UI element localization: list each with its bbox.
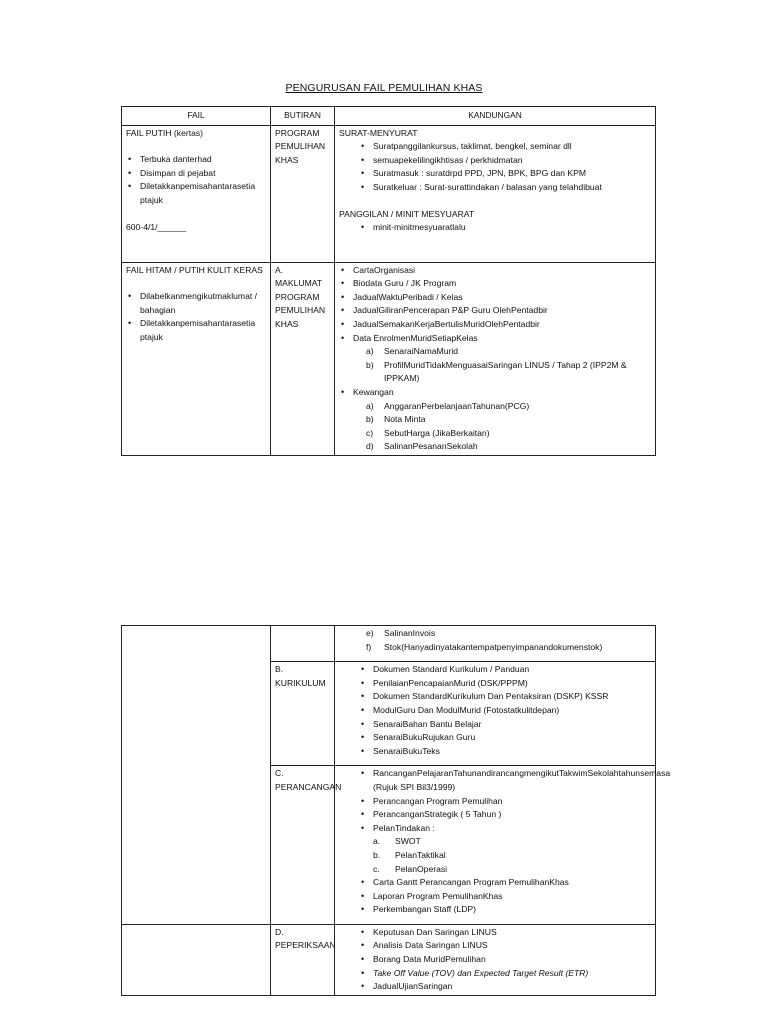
sub-item: f) Stok(Hanyadinyatakantempatpenyimpanandokumenstok) bbox=[366, 641, 603, 652]
fail-cell bbox=[122, 125, 271, 262]
fail-cell bbox=[122, 924, 271, 995]
list-item: • PerancanganStrategik ( 5 Tahun ) bbox=[373, 808, 651, 822]
sub-list bbox=[339, 400, 651, 454]
list-item: • Terbuka danterhad bbox=[140, 153, 266, 167]
sub-item: c. PelanOperasi bbox=[373, 863, 448, 874]
sub-item: a. SWOT bbox=[373, 836, 421, 847]
list-item: • Dokumen StandardKurikulum Dan Pentaksiran (DSKP) KSSR bbox=[373, 690, 651, 704]
kandungan-list bbox=[339, 386, 651, 400]
list-item: • PelanTindakan : bbox=[373, 822, 651, 836]
kandungan-cell bbox=[335, 924, 656, 995]
kandungan-list bbox=[339, 876, 651, 917]
list-item: • Data EnrolmenMuridSetiapKelas bbox=[353, 332, 651, 346]
sub-list bbox=[339, 345, 651, 386]
butiran-cell: D. PEPERIKSAAN bbox=[271, 924, 335, 995]
list-item: • Diletakkanpemisahantarasetia ptajuk bbox=[140, 180, 266, 207]
list-item: • SenaraiBukuTeks bbox=[373, 745, 651, 759]
list-item: • Dilabelkanmengikutmaklumat / bahagian bbox=[140, 290, 266, 317]
file-table-top bbox=[121, 106, 656, 456]
list-item: • CartaOrganisasi bbox=[353, 264, 651, 278]
kandungan-cell bbox=[335, 262, 656, 455]
header-butiran: BUTIRAN bbox=[271, 107, 335, 126]
sub-item: a) SenaraiNamaMurid bbox=[366, 346, 459, 357]
sub-item: d) SalinanPesananSekolah bbox=[366, 441, 478, 452]
list-item: • JadualGiliranPencerapan P&P Guru OlehPentadbir bbox=[353, 304, 651, 318]
kandungan-cell bbox=[335, 766, 671, 925]
list-item: • semuapekelilingikhtisas / perkhidmatan bbox=[373, 154, 651, 168]
fail-list bbox=[126, 153, 266, 207]
header-kandungan: KANDUNGAN bbox=[335, 107, 656, 126]
list-item: • ModulGuru Dan ModulMurid (Fotostatkulitdepan) bbox=[373, 704, 651, 718]
sub-list bbox=[339, 627, 651, 654]
list-item: • Suratpanggilankursus, taklimat, bengkel, seminar dll bbox=[373, 140, 651, 154]
list-item: • JadualSemakanKerjaBertulisMuridOlehPentadbir bbox=[353, 318, 651, 332]
sub-list bbox=[339, 835, 651, 876]
kandungan-list bbox=[339, 767, 671, 835]
list-item: • Keputusan Dan Saringan LINUS bbox=[373, 926, 651, 940]
list-item: • SenaraiBukuRujukan Guru bbox=[373, 731, 651, 745]
list-item: • Carta Gantt Perancangan Program PemulihanKhas bbox=[373, 876, 651, 890]
kandungan-list bbox=[339, 663, 651, 758]
fail-code: 600-4/1/______ bbox=[126, 221, 187, 232]
list-item: • RancanganPelajaranTahunandirancangmengikutTakwimSekolahtahunsemasa (Rujuk SPI Bil3/1999) bbox=[373, 767, 651, 794]
list-item: • minit-minitmesyuaratlalu bbox=[373, 221, 651, 235]
list-item: • Suratkeluar : Surat-surattindakan / balasan yang telahdibuat bbox=[373, 181, 651, 195]
list-item: • Kewangan bbox=[353, 386, 651, 400]
fail-title: FAIL PUTIH (kertas) bbox=[126, 127, 204, 138]
list-item: • Laporan Program PemulihanKhas bbox=[373, 890, 651, 904]
list-item: • Suratmasuk : suratdrpd PPD, JPN, BPK, BPG dan KPM bbox=[373, 167, 651, 181]
list-item: • JadualUjianSaringan bbox=[373, 980, 651, 994]
sub-item: b. PelanTaktikal bbox=[373, 849, 446, 860]
list-item: • Take Off Value (TOV) dan Expected Target Result (ETR) bbox=[373, 967, 651, 981]
kandungan-cell bbox=[335, 125, 656, 262]
fail-cell bbox=[122, 262, 271, 455]
sub-item: b) Nota Minta bbox=[366, 414, 426, 425]
kandungan-list bbox=[339, 926, 651, 994]
file-table-bottom bbox=[121, 625, 671, 996]
list-item: • Borang Data MuridPemulihan bbox=[373, 953, 651, 967]
section-heading: PANGGILAN / MINIT MESYUARAT bbox=[339, 208, 475, 219]
butiran-cell: C. PERANCANGAN bbox=[271, 766, 335, 925]
list-item: • SenaraiBahan Bantu Belajar bbox=[373, 718, 651, 732]
header-row bbox=[122, 107, 656, 126]
butiran-cell: A. MAKLUMAT PROGRAM PEMULIHAN KHAS bbox=[271, 262, 335, 455]
sub-item: e) SalinanInvois bbox=[366, 628, 436, 638]
kandungan-list bbox=[339, 221, 651, 235]
butiran-cell: B. KURIKULUM bbox=[271, 662, 335, 766]
header-fail: FAIL bbox=[122, 107, 271, 126]
kandungan-list bbox=[339, 264, 651, 346]
butiran-cell bbox=[271, 626, 335, 662]
list-item: • JadualWaktuPeribadi / Kelas bbox=[353, 291, 651, 305]
list-item: • Dokumen Standard Kurikulum / Panduan bbox=[373, 663, 651, 677]
document-title: PENGURUSAN FAIL PEMULIHAN KHAS bbox=[285, 82, 483, 94]
section-heading: SURAT-MENYURAT bbox=[339, 127, 418, 138]
kandungan-cell bbox=[335, 662, 656, 766]
list-item: • PenilaianPencapaianMurid (DSK/PPPM) bbox=[373, 677, 651, 691]
list-item: • Analisis Data Saringan LINUS bbox=[373, 939, 651, 953]
fail-list bbox=[126, 290, 266, 344]
table-row bbox=[122, 626, 656, 662]
list-item: • Perkembangan Staff (LDP) bbox=[373, 903, 651, 917]
sub-item: b) ProfilMuridTidakMenguasaiSaringan LINUS / Tahap 2 (IPP2M & IPPKAM) bbox=[366, 359, 627, 384]
butiran-cell: PROGRAM PEMULIHAN KHAS bbox=[271, 125, 335, 262]
kandungan-cell bbox=[335, 626, 656, 662]
sub-item: a) AnggaranPerbelanjaanTahunan(PCG) bbox=[366, 400, 530, 411]
table-row bbox=[122, 262, 656, 455]
table-row bbox=[122, 924, 656, 995]
list-item: • Diletakkanpemisahantarasetia ptajuk bbox=[140, 317, 266, 344]
sub-item: c) SebutHarga (JikaBerkaitan) bbox=[366, 427, 490, 438]
kandungan-list bbox=[339, 140, 651, 194]
list-item: • Biodata Guru / JK Program bbox=[353, 277, 651, 291]
list-item: • Perancangan Program Pemulihan bbox=[373, 795, 651, 809]
list-item: • Disimpan di pejabat bbox=[140, 167, 266, 181]
fail-title: FAIL HITAM / PUTIH KULIT KERAS bbox=[126, 264, 263, 275]
table-row bbox=[122, 125, 656, 262]
fail-cell bbox=[122, 626, 271, 925]
